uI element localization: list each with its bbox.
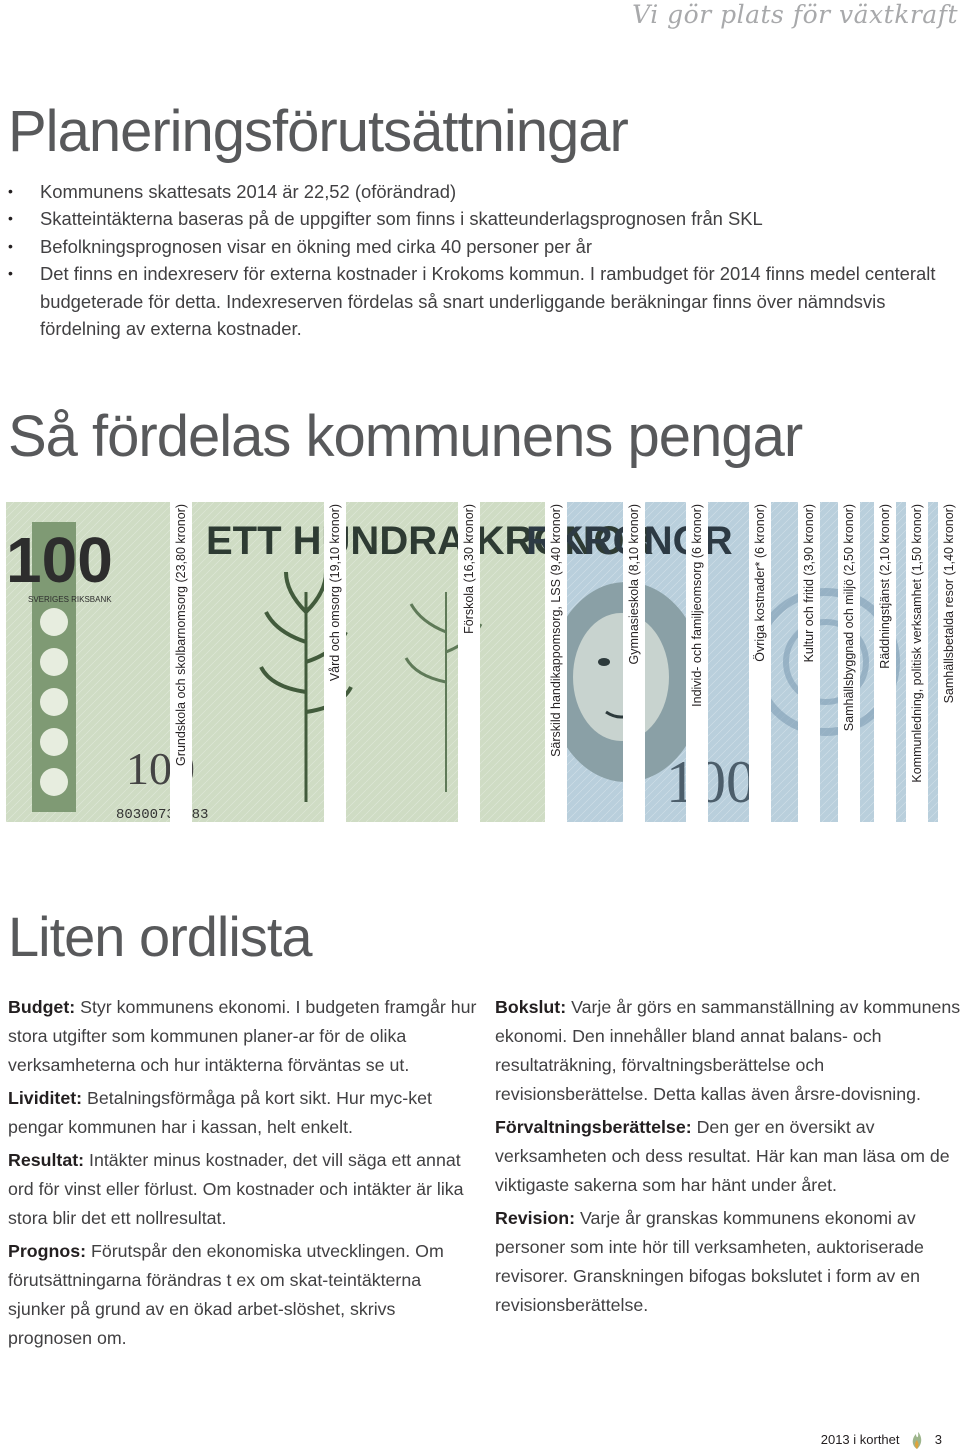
glossary-entry [8, 993, 478, 1080]
glossary-definition: Styr kommunens ekonomi. I budgeten framgår hur stora utgifter som kommunen planer-ar för de olika verksamheterna och hur intäkterna förväntas se ut. [8, 997, 477, 1075]
footer-label: 2013 i korthet [820, 1432, 900, 1447]
glossary-entry [495, 1204, 960, 1320]
glossary-definition: Intäkter minus kostnader, det vill säga ett annat ord för vinst eller förlust. Om kostnader och intäkter är lika stora blir det ett nollresultat. [8, 1150, 464, 1228]
slice-label-text: Särskild handikappomsorg, LSS (9,40 kronor) [548, 504, 563, 757]
slice-label-text: Förskola (16,30 kronor) [462, 504, 477, 634]
banknote-slice-label [874, 502, 896, 822]
glossary-term: Bokslut: [495, 997, 567, 1017]
slice-label-text: Vård och omsorg (19,10 kronor) [327, 504, 342, 682]
planning-bullet-list [8, 178, 960, 342]
banknote-slice-label [798, 502, 820, 822]
banknote-slice-label [938, 502, 960, 822]
glossary-term: Förvaltningsberättelse: [495, 1117, 692, 1137]
banknote-slice-label [170, 502, 192, 822]
banknote-slice [567, 502, 623, 822]
banknote-slice [771, 502, 798, 822]
banknote-slice [6, 502, 170, 822]
glossary-term: Budget: [8, 997, 76, 1017]
glossary-term: Revision: [495, 1208, 576, 1228]
page-number: 3 [934, 1432, 942, 1447]
banknote-slice [708, 502, 749, 822]
bullet-item: • Befolkningsprognosen visar en ökning med cirka 40 personer per år [8, 233, 960, 260]
glossary-entry [495, 1113, 960, 1200]
slice-label-text: Övriga kostnader* (6 kronor) [753, 504, 768, 662]
slice-label-text: Individ- och familjeomsorg (6 kronor) [690, 504, 705, 707]
glossary-entry [8, 1237, 478, 1353]
glossary-definition: Den ger en översikt av verksamheten och dess resultat. Här kan man läsa om de viktigaste sakerna som har hänt under året. [495, 1117, 950, 1195]
banknote-slice [860, 502, 874, 822]
slice-label-text: Gymnasieskola (8,10 kronor) [626, 504, 641, 665]
slice-label-text: Kultur och fritid (3,90 kronor) [802, 504, 817, 663]
bullet-item: • Kommunens skattesats 2014 är 22,52 (oförändrad) [8, 178, 960, 205]
slice-label-text: Grundskola och skolbarnomsorg (23,80 kronor) [174, 504, 189, 766]
glossary-definition: Förutspår den ekonomiska utvecklingen. Om förutsättningarna förändras t ex om skat-teintäkterna sjunker på grund av en ökad arbet-slöshet, skrivs prognosen om. [8, 1241, 444, 1348]
section-title-glossary: Liten ordlista [8, 905, 312, 968]
banknote-slice-label [324, 502, 346, 822]
tagline: Vi gör plats för växtkraft [632, 0, 958, 29]
glossary-term: Prognos: [8, 1241, 87, 1261]
bullet-item: • Det finns en indexreserv för externa kostnader i Krokoms kommun. I rambudget för 2014 finns medel centeralt budgeterade för detta. Indexreserven fördelas så snart underliggande beräkningar finns över nämndsvis fördelning av externa kostnader. [8, 260, 960, 342]
banknote-slice-label [623, 502, 645, 822]
glossary-left-column [8, 993, 478, 1357]
banknote-slice [645, 502, 686, 822]
slice-label-text: Kommunledning, politisk verksamhet (1,50 kronor) [910, 504, 925, 783]
glossary-definition: Varje år görs en sammanställning av kommunens ekonomi. Den innehåller bland annat balans- och resultaträkning, förvaltningsberättelse och revisionsberättelse. Detta kallas även årsre-dovisning. [495, 997, 960, 1104]
banknote-slice [480, 502, 545, 822]
glossary-term: Resultat: [8, 1150, 85, 1170]
glossary-term: Lividitet: [8, 1088, 83, 1108]
banknote-slice-label [906, 502, 928, 822]
banknote-slice-label [545, 502, 567, 822]
slice-label-text: Räddningstjänst (2,10 kronor) [878, 504, 892, 669]
banknote-slice [896, 502, 906, 822]
banknote-slice [346, 502, 458, 822]
glossary-definition: Betalningsförmåga på kort sikt. Hur myc-ket pengar kommunen har i kassan, helt enkelt. [8, 1088, 432, 1137]
slice-label-text: Samhällsbetalda resor (1,40 kronor) [942, 504, 956, 704]
section-title-planning: Planeringsförutsättningar [8, 99, 628, 164]
glossary-entry [8, 1146, 478, 1233]
glossary-entry [8, 1084, 478, 1142]
glossary-entry [495, 993, 960, 1109]
banknote-slice-label [458, 502, 480, 822]
section-title-money: Så fördelas kommunens pengar [8, 404, 803, 469]
banknote-slice-label [686, 502, 708, 822]
banknote-slice [820, 502, 837, 822]
banknote-slice [192, 502, 324, 822]
page-footer [821, 1428, 942, 1450]
glossary-definition: Varje år granskas kommunens ekonomi av personer som inte hör till verksamheten, auktoriserade revisorer. Granskningen bifogas bokslutet i form av en revisionsberättelse. [495, 1208, 924, 1315]
flame-logo-icon [909, 1428, 925, 1450]
slice-label-text: Samhällsbyggnad och miljö (2,50 kronor) [841, 504, 856, 732]
bullet-item: • Skatteintäkterna baseras på de uppgifter som finns i skatteunderlagsprognosen från SKL [8, 205, 960, 232]
glossary-right-column [495, 993, 960, 1324]
banknote-slice [928, 502, 938, 822]
banknote-slice-label [749, 502, 771, 822]
banknote-strip-chart [6, 502, 960, 822]
banknote-slice-label [838, 502, 860, 822]
